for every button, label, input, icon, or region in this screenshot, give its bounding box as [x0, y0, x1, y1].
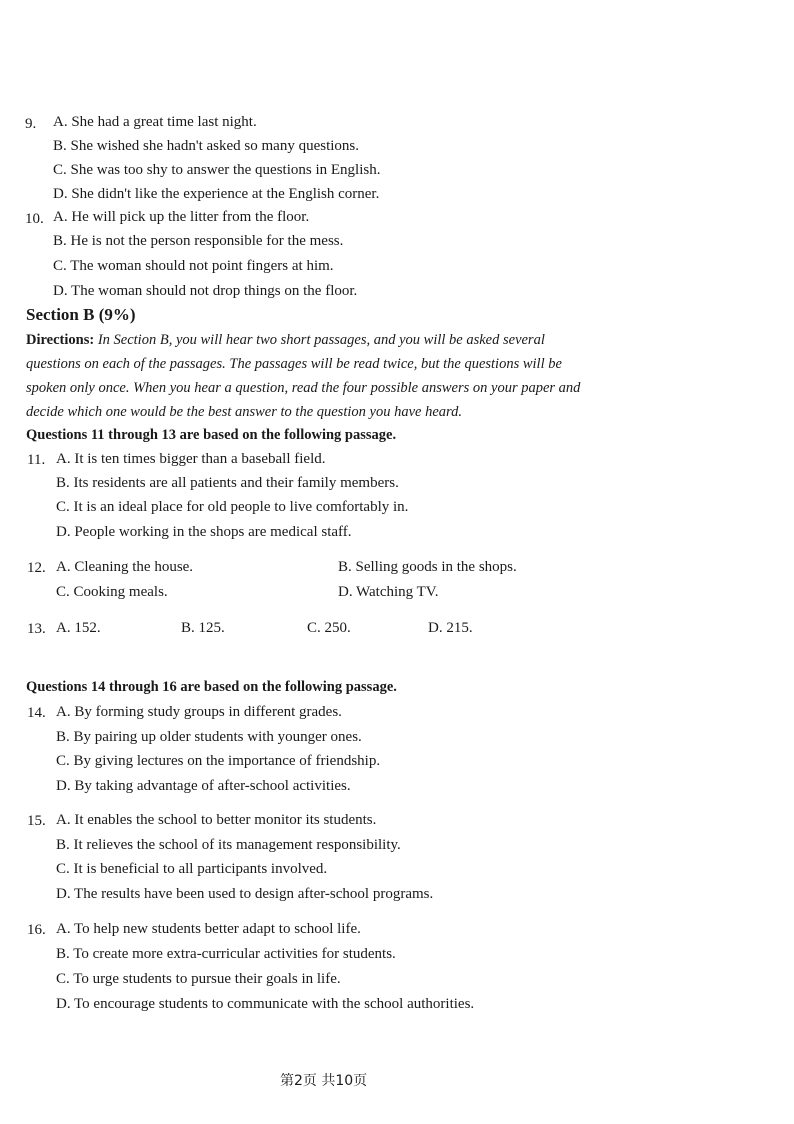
option-c: C. It is beneficial to all participants involved.: [56, 861, 328, 877]
directions-label: Directions:: [26, 332, 95, 348]
option-d: D. The woman should not drop things on the floor.: [53, 283, 358, 299]
option-c: C. The woman should not point fingers at him.: [53, 258, 334, 274]
option-c: C. It is an ideal place for old people to live comfortably in.: [56, 499, 409, 515]
option-c: C. Cooking meals.: [56, 584, 168, 600]
option-c: C. To urge students to pursue their goals in life.: [56, 971, 341, 987]
option-a: A. To help new students better adapt to school life.: [56, 921, 361, 937]
option-d: D. To encourage students to communicate with the school authorities.: [56, 996, 475, 1012]
option-b: B. Its residents are all patients and their family members.: [56, 475, 399, 491]
question-number: 11.: [27, 452, 46, 468]
passage-header: Questions 14 through 16 are based on the following passage.: [26, 679, 397, 695]
option-d: D. Watching TV.: [338, 584, 439, 600]
option-b: B. She wished she hadn't asked so many questions.: [53, 138, 360, 154]
option-d: D. By taking advantage of after-school activities.: [56, 778, 351, 794]
option-d: D. 215.: [428, 620, 473, 636]
option-b: B. Selling goods in the shops.: [338, 559, 517, 575]
section-title: Section B (9%): [26, 305, 136, 324]
question-number: 15.: [27, 813, 46, 829]
option-c: C. She was too shy to answer the questions in English.: [53, 162, 381, 178]
directions-line-1: [26, 333, 545, 348]
option-c: C. By giving lectures on the importance of friendship.: [56, 753, 381, 769]
option-a: A. It enables the school to better monitor its students.: [56, 812, 377, 828]
question-number: 14.: [27, 705, 46, 721]
question-number: 10.: [25, 211, 44, 227]
directions-line-4: decide which one would be the best answer to the question you have heard.: [26, 404, 462, 420]
option-a: A. By forming study groups in different grades.: [56, 704, 342, 720]
option-b: B. To create more extra-curricular activities for students.: [56, 946, 396, 962]
directions-line-2: questions on each of the passages. The passages will be read twice, but the questions will be: [26, 356, 562, 372]
directions-line-3: spoken only once. When you hear a question, read the four possible answers on your paper and: [26, 380, 581, 396]
option-a: A. Cleaning the house.: [56, 559, 194, 575]
option-a: A. It is ten times bigger than a baseball field.: [56, 451, 326, 467]
passage-header: Questions 11 through 13 are based on the following passage.: [26, 427, 397, 443]
option-d: D. The results have been used to design after-school programs.: [56, 886, 434, 902]
option-b: B. He is not the person responsible for the mess.: [53, 233, 344, 249]
option-a: A. He will pick up the litter from the floor.: [53, 209, 310, 225]
option-d: D. People working in the shops are medical staff.: [56, 524, 352, 540]
option-b: B. It relieves the school of its management responsibility.: [56, 837, 401, 853]
option-b: B. By pairing up older students with younger ones.: [56, 729, 362, 745]
option-c: C. 250.: [307, 620, 351, 636]
page-number: 第2页 共10页: [280, 1073, 368, 1089]
question-number: 13.: [27, 621, 46, 637]
option-a: A. 152.: [56, 620, 101, 636]
directions-text: In Section B, you will hear two short passages, and you will be asked several: [97, 332, 545, 348]
option-a: A. She had a great time last night.: [53, 114, 257, 130]
question-number: 12.: [27, 560, 46, 576]
question-number: 16.: [27, 922, 46, 938]
question-number: 9.: [25, 116, 37, 132]
option-b: B. 125.: [181, 620, 225, 636]
option-d: D. She didn't like the experience at the English corner.: [53, 186, 380, 202]
